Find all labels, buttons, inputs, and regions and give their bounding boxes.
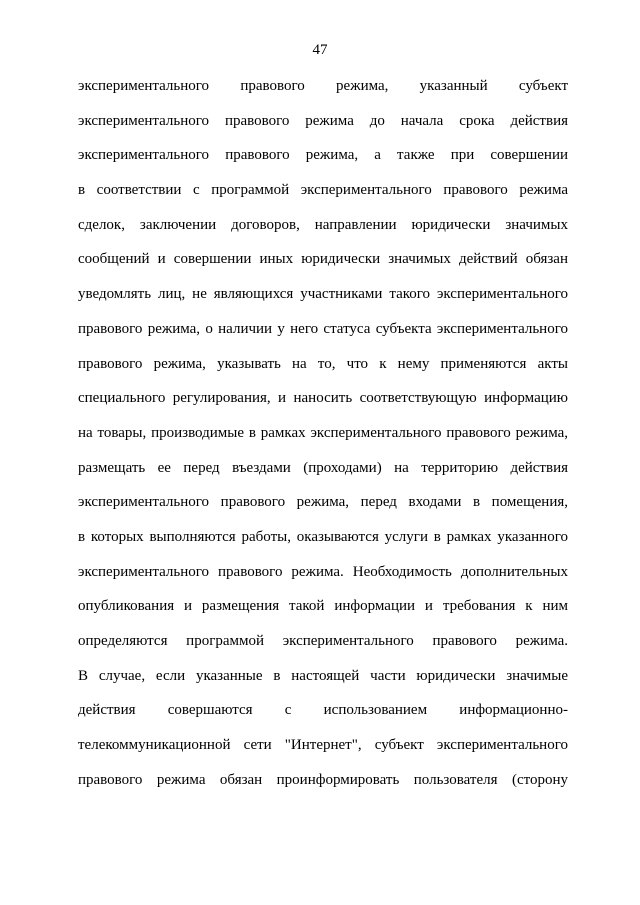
text-line: экспериментального правового режима. Необходимость дополнительных: [78, 563, 568, 580]
text-line: специального регулирования, и наносить соответствующую информацию: [78, 390, 568, 407]
text-line: в которых выполняются работы, оказываются услуги в рамках указанного: [78, 528, 568, 545]
text-line: правового режима, указывать на то, что к нему применяются акты: [78, 355, 568, 372]
text-line: сделок, заключении договоров, направлении юридически значимых: [78, 216, 568, 233]
text-line: размещать ее перед въездами (проходами) на территорию действия: [78, 459, 568, 476]
text-line: действия совершаются с использованием информационно-: [78, 702, 568, 719]
text-line: уведомлять лиц, не являющихся участниками такого экспериментального: [78, 286, 568, 303]
text-line: экспериментального правового режима, указанный субъект: [78, 78, 568, 94]
body-text: [78, 76, 568, 804]
text-line: экспериментального правового режима, а также при совершении: [78, 147, 568, 164]
text-line: опубликования и размещения такой информации и требования к ним: [78, 598, 568, 615]
text-line: в соответствии с программой экспериментального правового режима: [78, 182, 568, 199]
text-line: сообщений и совершении иных юридически значимых действий обязан: [78, 251, 568, 268]
text-line: экспериментального правового режима до начала срока действия: [78, 112, 568, 129]
text-line: на товары, производимые в рамках экспериментального правового режима,: [78, 424, 568, 441]
text-line: правового режима, о наличии у него статуса субъекта экспериментального: [78, 320, 568, 337]
text-line: правового режима обязан проинформировать пользователя (сторону: [78, 771, 568, 788]
text-line: определяются программой экспериментального правового режима.: [78, 633, 568, 649]
text-line: экспериментального правового режима, перед входами в помещения,: [78, 494, 568, 511]
page-number: 47: [312, 42, 328, 58]
text-line: телекоммуникационной сети "Интернет", субъект экспериментального: [78, 737, 568, 754]
text-line: В случае, если указанные в настоящей части юридически значимые: [78, 667, 568, 684]
